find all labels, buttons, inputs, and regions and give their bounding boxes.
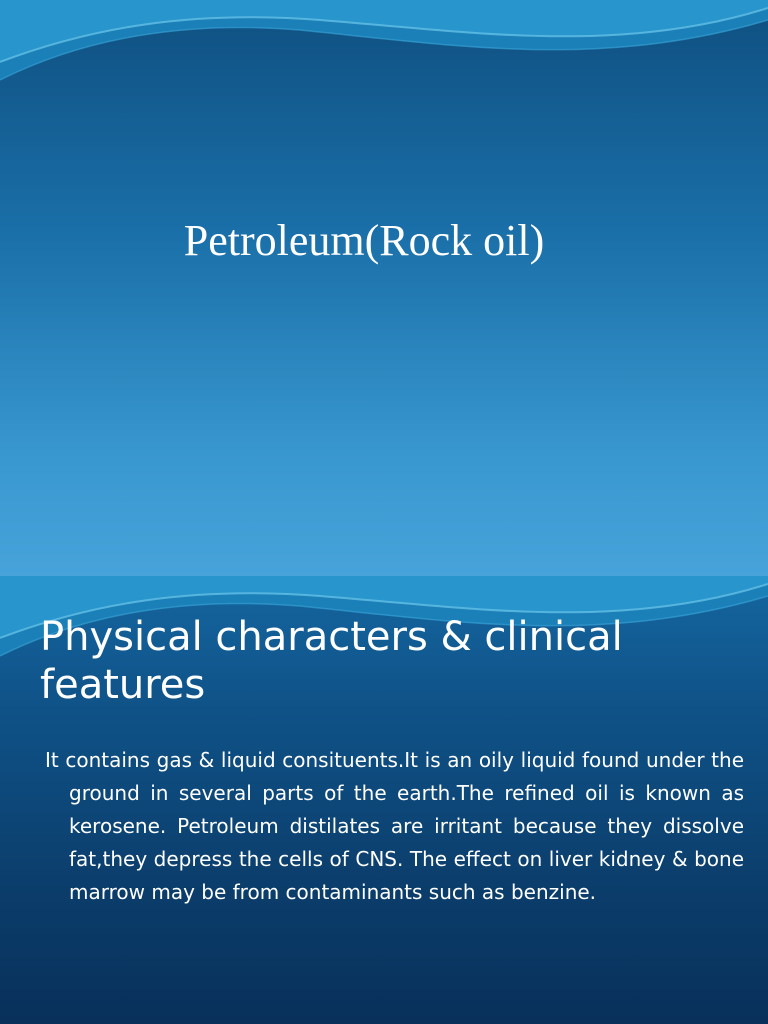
slide-2: [0, 576, 768, 1024]
slide-title-text: Petroleum(Rock oil): [183, 216, 545, 265]
slide-title: Physical characters & clinical features: [40, 614, 623, 708]
slide-title: [0, 215, 768, 266]
wave-decoration: [0, 0, 768, 120]
slide-body-text: It contains gas & liquid consituents.It is an oily liquid found under the ground in several parts of the earth.The refined oil is known as kerosene. Petroleum distilates are irritant because they dissolve fat,they depress the cells of CNS. The effect on liver kidney & bone marrow may be from contaminants such as benzine.: [45, 748, 744, 904]
